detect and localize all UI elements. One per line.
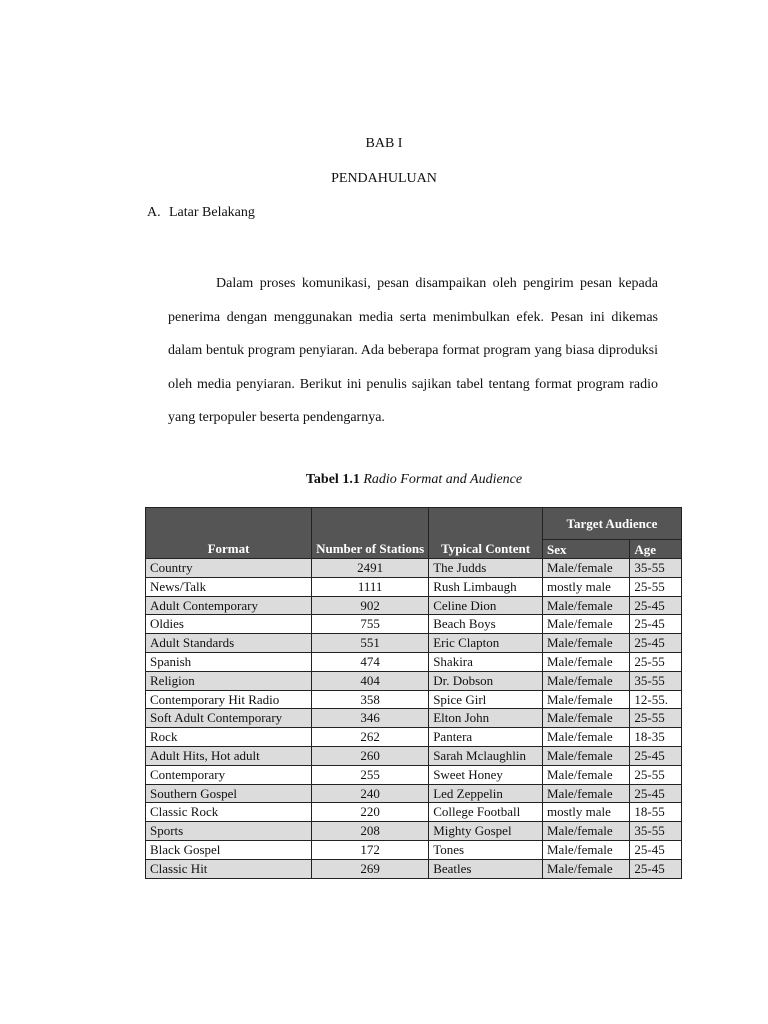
cell-content: Shakira [429,652,543,671]
cell-stations: 255 [312,765,429,784]
header-typical-content: Typical Content [429,508,543,559]
radio-format-table [145,507,682,879]
table-row [146,803,682,822]
cell-format: Classic Hit [146,859,312,878]
chapter-title: PENDAHULUAN [331,171,437,186]
cell-format: Adult Contemporary [146,596,312,615]
cell-format: News/Talk [146,577,312,596]
cell-age: 25-45 [630,596,682,615]
header-format: Format [146,508,312,559]
cell-format: Adult Hits, Hot adult [146,746,312,765]
table-row [146,709,682,728]
cell-sex: Male/female [542,615,629,634]
cell-age: 35-55 [630,822,682,841]
table-row [146,615,682,634]
cell-sex: Male/female [542,709,629,728]
table-row [146,728,682,747]
table-row [146,596,682,615]
cell-stations: 755 [312,615,429,634]
cell-format: Black Gospel [146,840,312,859]
cell-sex: Male/female [542,652,629,671]
cell-format: Country [146,559,312,578]
cell-sex: Male/female [542,859,629,878]
cell-stations: 260 [312,746,429,765]
cell-content: Sweet Honey [429,765,543,784]
cell-stations: 346 [312,709,429,728]
table-row [146,634,682,653]
table-row [146,690,682,709]
cell-sex: mostly male [542,803,629,822]
cell-content: College Football [429,803,543,822]
cell-stations: 404 [312,671,429,690]
cell-content: Beatles [429,859,543,878]
cell-sex: Male/female [542,671,629,690]
table-row [146,859,682,878]
cell-content: Eric Clapton [429,634,543,653]
table-body [146,559,682,879]
cell-stations: 172 [312,840,429,859]
table-row [146,577,682,596]
cell-stations: 1111 [312,577,429,596]
cell-format: Rock [146,728,312,747]
cell-sex: Male/female [542,840,629,859]
table-caption-title: Radio Format and Audience [363,472,523,487]
cell-sex: Male/female [542,784,629,803]
table-row [146,784,682,803]
cell-format: Soft Adult Contemporary [146,709,312,728]
cell-content: Pantera [429,728,543,747]
header-age: Age [630,540,682,559]
table-row [146,822,682,841]
cell-content: Celine Dion [429,596,543,615]
cell-content: Mighty Gospel [429,822,543,841]
chapter-number: BAB I [365,136,403,151]
cell-content: Elton John [429,709,543,728]
cell-age: 18-55 [630,803,682,822]
cell-format: Southern Gospel [146,784,312,803]
cell-stations: 902 [312,596,429,615]
cell-format: Adult Standards [146,634,312,653]
table-row [146,840,682,859]
cell-age: 25-55 [630,577,682,596]
cell-age: 25-45 [630,615,682,634]
section-heading [147,205,255,221]
cell-sex: Male/female [542,728,629,747]
table-caption [0,472,768,488]
body-paragraph [168,267,658,435]
table-header [146,508,682,559]
cell-age: 18-35 [630,728,682,747]
cell-age: 12-55. [630,690,682,709]
table-row [146,652,682,671]
cell-stations: 551 [312,634,429,653]
cell-format: Oldies [146,615,312,634]
cell-stations: 208 [312,822,429,841]
cell-content: Led Zeppelin [429,784,543,803]
cell-sex: Male/female [542,690,629,709]
cell-sex: Male/female [542,765,629,784]
cell-format: Sports [146,822,312,841]
cell-format: Classic Rock [146,803,312,822]
table-row [146,765,682,784]
cell-age: 25-45 [630,859,682,878]
paragraph-text: Dalam proses komunikasi, pesan disampaikan oleh pengirim pesan kepada penerima dengan menggunakan media serta menimbulkan efek. Pesan ini dikemas dalam bentuk program penyiaran. Ada beberapa format program yang biasa diproduksi oleh media penyiaran. Berikut ini penulis sajikan tabel tentang format program radio yang terpopuler beserta pendengarnya. [168,276,658,425]
cell-age: 25-45 [630,634,682,653]
cell-sex: mostly male [542,577,629,596]
header-stations: Number of Stations [312,508,429,559]
cell-format: Contemporary Hit Radio [146,690,312,709]
cell-stations: 2491 [312,559,429,578]
table-row [146,746,682,765]
cell-stations: 220 [312,803,429,822]
header-sex: Sex [542,540,629,559]
cell-sex: Male/female [542,634,629,653]
cell-stations: 269 [312,859,429,878]
cell-age: 35-55 [630,671,682,690]
cell-age: 25-55 [630,765,682,784]
table-caption-label: Tabel 1.1 [305,472,360,487]
cell-stations: 474 [312,652,429,671]
cell-sex: Male/female [542,746,629,765]
cell-format: Religion [146,671,312,690]
cell-content: Tones [429,840,543,859]
cell-stations: 262 [312,728,429,747]
cell-content: Rush Limbaugh [429,577,543,596]
cell-age: 25-45 [630,746,682,765]
cell-age: 25-45 [630,784,682,803]
cell-stations: 240 [312,784,429,803]
cell-content: The Judds [429,559,543,578]
cell-format: Contemporary [146,765,312,784]
cell-age: 25-55 [630,652,682,671]
cell-stations: 358 [312,690,429,709]
section-number: A. [147,205,161,220]
cell-content: Spice Girl [429,690,543,709]
cell-age: 25-55 [630,709,682,728]
cell-content: Sarah Mclaughlin [429,746,543,765]
table-row [146,671,682,690]
cell-sex: Male/female [542,822,629,841]
cell-content: Dr. Dobson [429,671,543,690]
table-row [146,559,682,578]
section-title: Latar Belakang [169,205,255,220]
header-target-audience: Target Audience [542,508,681,540]
cell-age: 35-55 [630,559,682,578]
cell-format: Spanish [146,652,312,671]
cell-age: 25-45 [630,840,682,859]
cell-sex: Male/female [542,559,629,578]
cell-content: Beach Boys [429,615,543,634]
cell-sex: Male/female [542,596,629,615]
